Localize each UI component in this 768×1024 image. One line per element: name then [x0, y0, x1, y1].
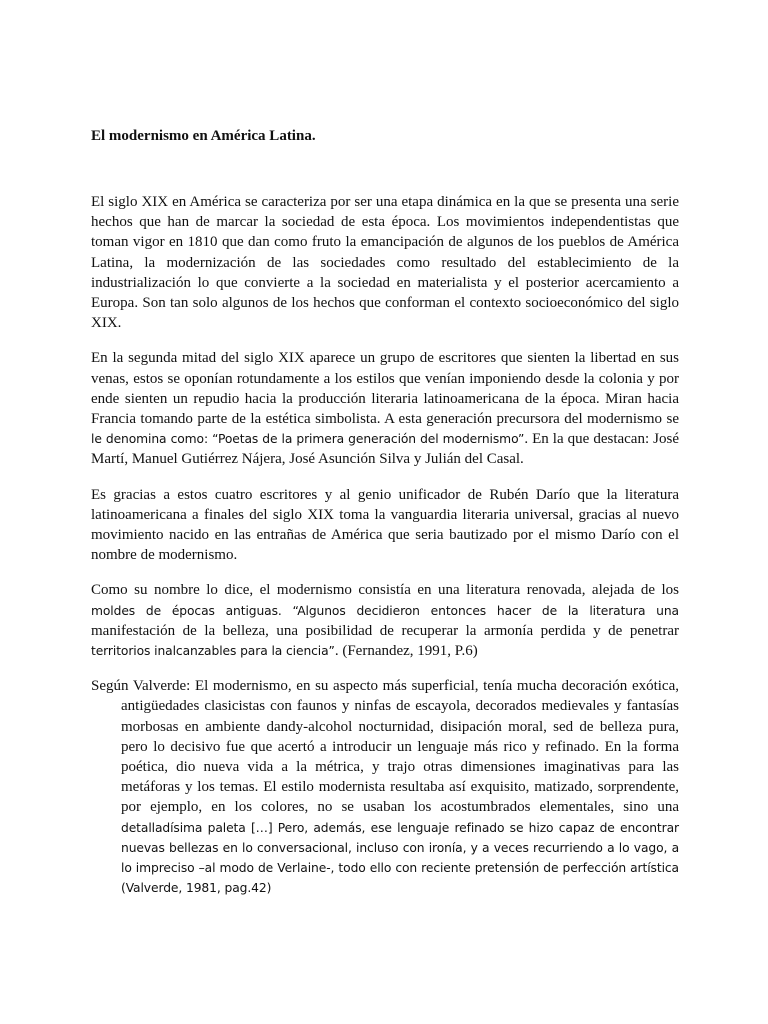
renewal-line-3: manifestación de la belleza, una posibilidad de recuperar la armonía perdida y de penetrar [91, 622, 679, 639]
quote-text-continued: Pero, además, ese lenguaje refinado se hizo capaz de encontrar nuevas bellezas en lo conversacional, incluso con ironía, y a veces recurriendo a lo vago, a lo impreciso –al modo de Verlaine-, todo ello con reciente pretensión de perfección artística (Valverde, 1981, pag.42) [121, 820, 679, 896]
paragraph-dario: Es gracias a estos cuatro escritores y al genio unificador de Rubén Darío que la literatura latinoamericana a finales del siglo XIX toma la vanguardia literaria universal, gracias al nuevo movimiento nacido en las entrañas de América que seria bautizado por el mismo Darío con el nombre de modernismo. [91, 486, 679, 564]
paragraph-precursors-text: En la segunda mitad del siglo XIX aparece un grupo de escritores que sienten la libertad en sus venas, estos se oponían rotundamente a los estilos que venían imponiendo desde la colonia y por ende sienten un repudio hacia la producción literaria latinoamericana de la época. Miran hacia Francia tomando parte de la estética simbolista. A esta generación precursora del modernismo se [91, 350, 679, 428]
quote-text: Según Valverde: El modernismo, en su aspecto más superficial, tenía mucha decoración exótica, antigüedades clasicistas con faunos y ninfas de escayola, decorados medievales y fantasías morbosas en ambiente dandy-alcohol nocturnidad, disipación moral, sed de belleza pura, pero lo decisivo fue que acertó a introducir un lenguaje más rico y refinado. En la forma poética, dio nueva vida a la métrica, y trajo otras dimensiones imaginativas para las metáforas y los temas. El estilo modernista resultaba así exquisito, matizado, sorprendente, por ejemplo, en los colores, no se usaban los acostumbrados elementales, sino una [91, 678, 679, 816]
paragraph-precursors [91, 348, 679, 469]
paragraph-precursors-tail: . En la que destacan: José Martí, Manuel Gutiérrez Nájera, José Asunción Silva y Julián del Casal. [91, 431, 679, 468]
paragraph-context: El siglo XIX en América se caracteriza por ser una etapa dinámica en la que se presenta una serie hechos que han de marcar la sociedad de esta época. Los movimientos independentistas que toman vigor en 1810 que dan como fruto la emancipación de algunos de los pueblos de América Latina, la modernización de las sociedades como resultado del establecimiento de la industrialización lo que convierte a la sociedad en materialista y el posterior acercamiento a Europa. Son tan solo algunos de los hechos que conforman el contexto socioeconómico del siglo XIX. [91, 194, 679, 332]
document-body [91, 192, 679, 899]
renewal-line-1: Como su nombre lo dice, el modernismo consistía en una literatura renovada, alejada de los [91, 582, 679, 599]
quote-palette: detalladísima paleta […] [121, 820, 273, 835]
document-title: El modernismo en América Latina. [91, 128, 316, 144]
renewal-quote-end: territorios inalcanzables para la ciencia” [91, 644, 335, 659]
renewal-citation: . (Fernandez, 1991, P.6) [334, 643, 478, 660]
block-quote-valverde [91, 676, 679, 898]
quoted-generation-name: le denomina como: “Poetas de la primera generación del modernismo” [91, 432, 525, 447]
paragraph-renewal [91, 580, 679, 661]
renewal-quote-start: moldes de épocas antiguas. “Algunos decidieron entonces hacer de la literatura una [91, 603, 679, 618]
